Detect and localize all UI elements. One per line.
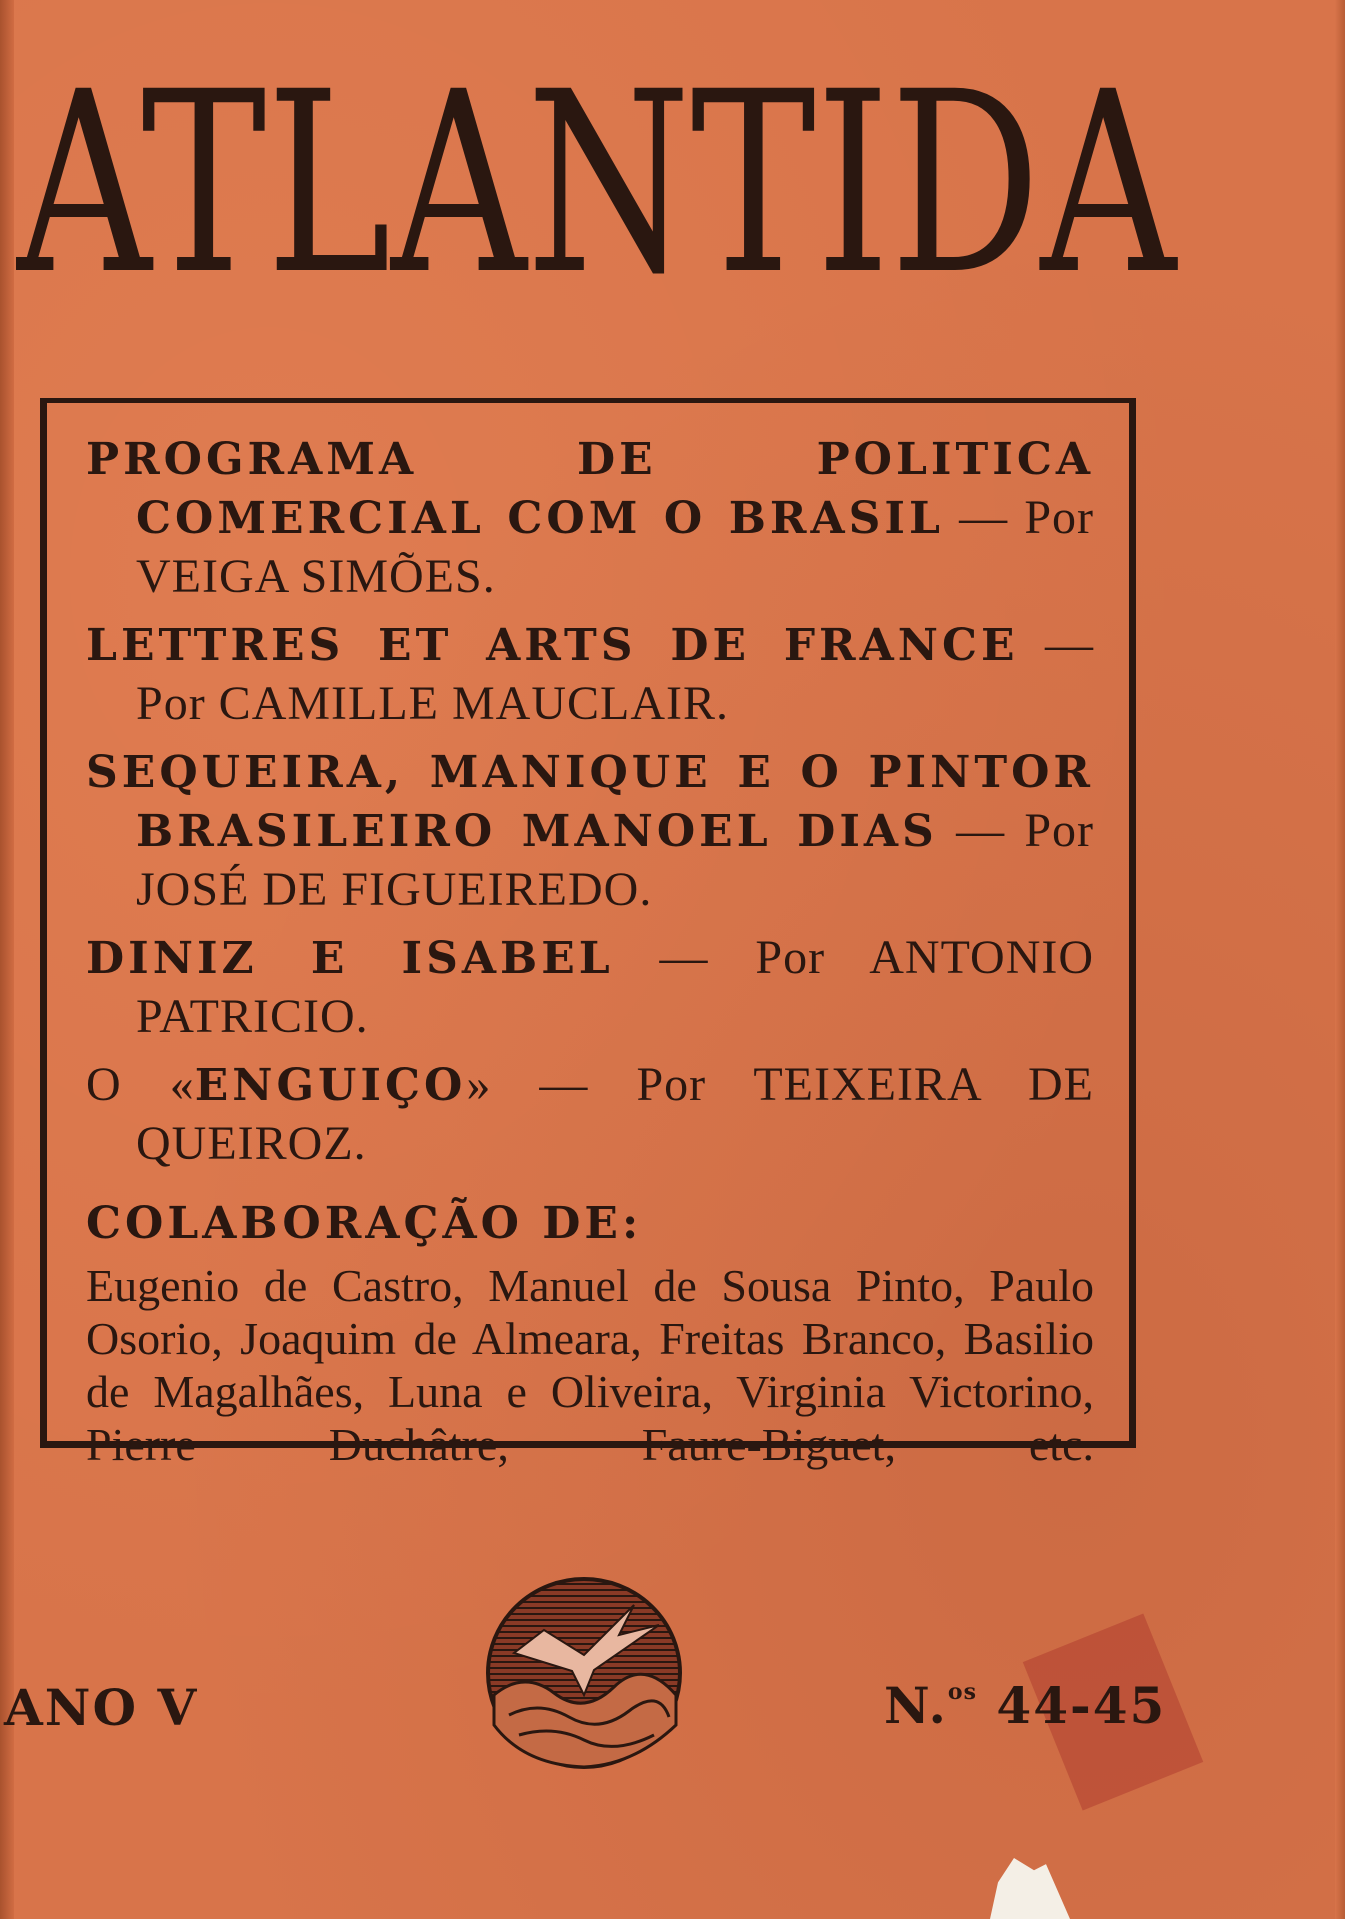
article-byline: — Por ANTONIO PATRICIO.: [136, 931, 1095, 1043]
article-byline: — Por CAMILLE MAUCLAIR.: [136, 618, 1095, 730]
issue-superscript: os: [947, 1679, 977, 1705]
article-title-suffix: »: [466, 1058, 492, 1111]
article-byline: — Por JOSÉ DE FIGUEIREDO.: [136, 804, 1095, 916]
article-title: LETTRES ET ARTS DE FRANCE: [86, 620, 1019, 671]
page-edge: [1335, 0, 1345, 1919]
masthead-title-svg: [16, 60, 1196, 300]
binding-edge: [0, 0, 14, 1919]
contents-entry: [86, 1056, 1094, 1173]
contents-entry: [86, 616, 1094, 733]
contents-entry: [86, 743, 1094, 919]
article-title: ENGUIÇO: [194, 1060, 467, 1111]
table-of-contents: [86, 430, 1094, 1471]
issue-prefix: N.: [884, 1676, 948, 1735]
collaboration-list: Eugenio de Castro, Manuel de Sousa Pinto, Paulo Osorio, Joaquim de Almeara, Freitas Branco, Basilio de Magalhães, Luna e Oliveira, Virginia Victorino, Pierre Duchâtre, Faure-Biguet, etc.: [86, 1260, 1094, 1470]
article-title: DINIZ E ISABEL: [86, 933, 614, 984]
volume-year: ANO V: [4, 1678, 199, 1737]
contents-entry: [86, 430, 1094, 606]
article-title: SEQUEIRA, MANIQUE E O PINTOR BRASILEIRO MANOEL DIAS: [86, 747, 1094, 857]
issue-numbers: 44-45: [996, 1676, 1167, 1735]
article-title: PROGRAMA DE POLITICA COMERCIAL COM O BRASIL: [86, 434, 1094, 544]
article-byline: — Por VEIGA SIMÕES.: [136, 491, 1095, 603]
masthead: [16, 60, 1196, 300]
article-byline: — Por TEIXEIRA DE QUEIROZ.: [136, 1058, 1094, 1170]
issue-number: [884, 1676, 1166, 1735]
contents-entry: [86, 929, 1094, 1046]
magazine-title: ATLANTIDA: [16, 60, 1178, 300]
collaboration-heading: COLABORAÇÃO DE:: [86, 1198, 643, 1249]
article-title-prefix: O «: [86, 1058, 195, 1111]
bird-over-waves-emblem: [484, 1575, 684, 1771]
